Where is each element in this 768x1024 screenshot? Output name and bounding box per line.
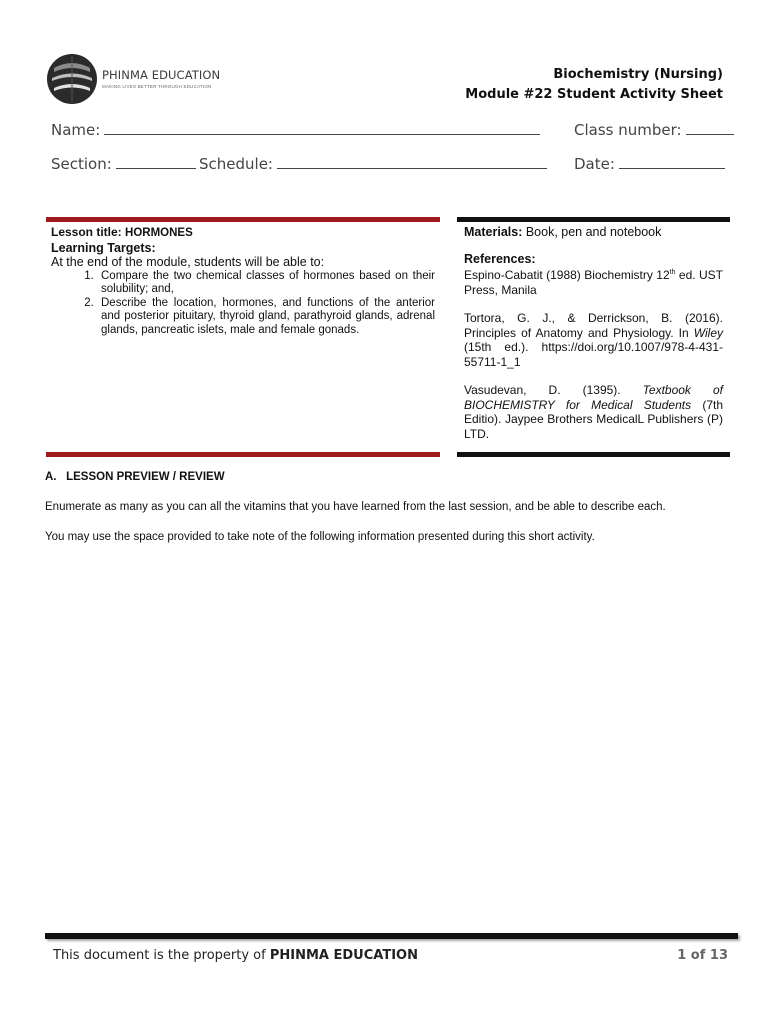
lesson-box-top-rule xyxy=(46,217,440,222)
section-a-paragraph-1: Enumerate as many as you can all the vitamins that you have learned from the last session, and be able to describe each. xyxy=(45,501,666,513)
section-a-heading: A. LESSON PREVIEW / REVIEW xyxy=(45,471,225,483)
section-row xyxy=(51,154,196,173)
targets-list xyxy=(51,270,435,338)
date-row xyxy=(574,154,725,173)
date-label: Date: xyxy=(574,155,615,173)
reference-1 xyxy=(464,266,723,297)
logo-tagline: MAKING LIVES BETTER THROUGH EDUCATION xyxy=(102,84,212,89)
lesson-title-label: Lesson title: xyxy=(51,225,122,239)
name-label: Name: xyxy=(51,121,101,139)
page-number: 1 of 13 xyxy=(677,948,728,963)
footer-company: PHINMA EDUCATION xyxy=(269,948,418,963)
footer-text: This document is the property of xyxy=(53,948,270,963)
learning-targets-heading: Learning Targets: xyxy=(51,240,156,255)
lesson-box xyxy=(51,225,435,337)
module-title: Module #22 Student Activity Sheet xyxy=(465,87,723,102)
name-field[interactable] xyxy=(104,120,540,135)
schedule-row xyxy=(199,154,547,173)
document-header xyxy=(465,65,723,105)
reference-1-text: Espino-Cabatit (1988) Biochemistry 12 xyxy=(464,268,670,282)
reference-2-italic: Wiley xyxy=(693,325,723,340)
targets-intro: At the end of the module, students will be able to: xyxy=(51,255,325,269)
reference-1-sup: th xyxy=(669,269,676,276)
footer-ownership xyxy=(53,948,418,963)
reference-1-tail: ed. UST Press, Manila xyxy=(464,268,723,297)
section-field[interactable] xyxy=(116,154,196,169)
materials-value: Book, pen and notebook xyxy=(525,225,662,239)
materials-box-top-rule xyxy=(457,217,730,222)
reference-3-italic: Textbook of BIOCHEMISTRY for Medical Students xyxy=(464,383,723,412)
reference-3 xyxy=(464,383,723,441)
phinma-logo xyxy=(46,52,221,106)
date-field[interactable] xyxy=(619,154,725,169)
reference-2-text: Tortora, G. J., & Derrickson, B. (2016). Principles of Anatomy and Physiology. In xyxy=(464,311,723,340)
schedule-label: Schedule: xyxy=(199,155,273,173)
list-item: 1. Compare the two chemical classes of hormones based on their solubility; and, xyxy=(97,270,435,297)
materials-box-bottom-rule xyxy=(457,452,730,457)
schedule-field[interactable] xyxy=(277,154,547,169)
reference-2-tail: (15th ed.). https://doi.org/10.1007/978-4-431-55711-1_1 xyxy=(464,340,723,369)
materials-box xyxy=(464,225,723,441)
lesson-title-value: HORMONES xyxy=(125,227,193,239)
logo-emblem-icon xyxy=(46,52,98,106)
section-a-paragraph-2: You may use the space provided to take note of the following information presented during this short activity. xyxy=(45,531,595,543)
reference-3-text: Vasudevan, D. (1395). xyxy=(464,383,643,397)
references-heading: References: xyxy=(464,251,536,266)
footer-rule xyxy=(45,933,738,939)
class-number-field[interactable] xyxy=(686,120,734,135)
list-item: 2. Describe the location, hormones, and functions of the anterior and posterior pituitary, thyroid gland, parathyroid glands, adrenal glands, pancreatic islets, male and female gonads. xyxy=(97,297,435,338)
section-label: Section: xyxy=(51,155,112,173)
reference-2 xyxy=(464,311,723,369)
name-row xyxy=(51,120,540,139)
class-number-row xyxy=(574,120,734,139)
logo-name: PHINMA EDUCATION xyxy=(102,68,221,82)
course-title: Biochemistry (Nursing) xyxy=(553,67,723,82)
reference-3-tail: (7th Editio). Jaypee Brothers MedicalL Publishers (P) LTD. xyxy=(464,397,723,441)
class-number-label: Class number: xyxy=(574,121,682,139)
lesson-box-bottom-rule xyxy=(46,452,440,457)
materials-label: Materials: xyxy=(464,225,523,239)
